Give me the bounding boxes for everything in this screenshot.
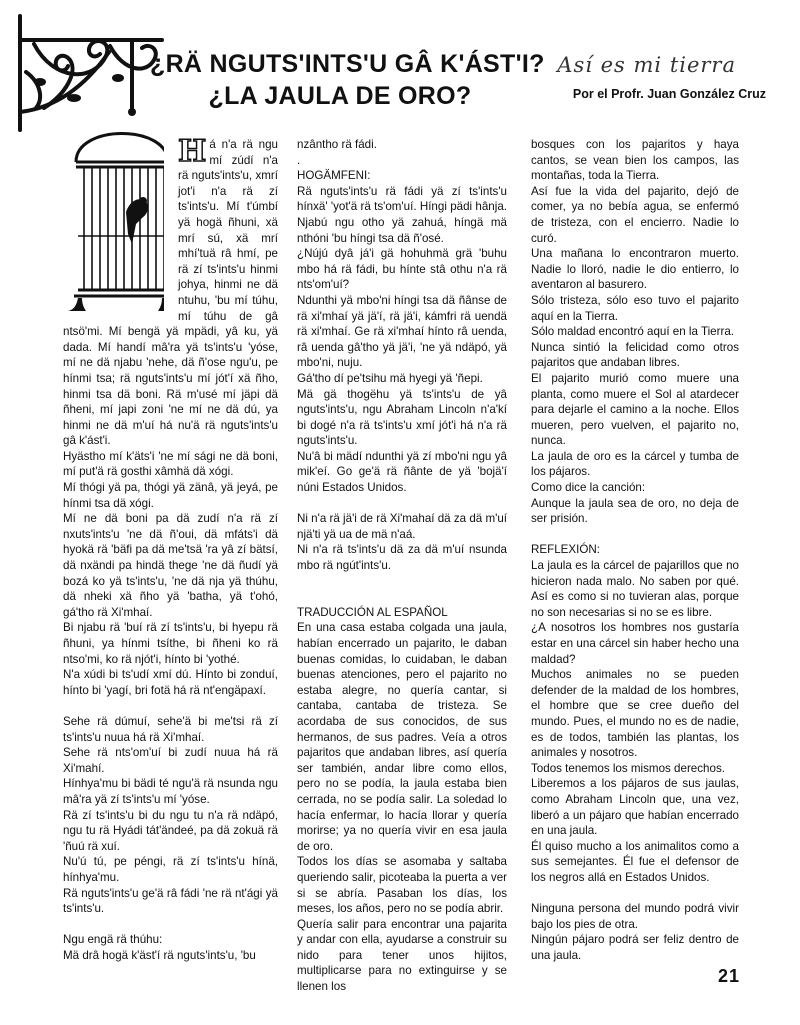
paragraph: Rä zí ts'ints'u bi du ngu tu n'a rä ndäpó, ngu tu rä Hyádi tát'ändeé, pa dä zokuä rä 'ñuú rä xuí. <box>63 808 278 853</box>
paragraph: Aunque la jaula sea de oro, no deja de ser prisión. <box>531 496 739 526</box>
paragraph: Ningún pájaro podrá ser feliz dentro de una jaula. <box>531 933 739 962</box>
paragraph: Mí thógi yä pa, thógi yä zänâ, yä jeyá, pe hínmi tsa dä xógi. <box>63 481 278 510</box>
paragraph: La jaula es la cárcel de pajarillos que no hicieron nada malo. No saben por qué. Así es como si no tuvieran alas, porque no son necesarias si no se es libre. <box>531 559 739 619</box>
paragraph: En una casa estaba colgada una jaula, habían encerrado un pajarito, le daban buenas comidas, lo cuidaban, le daban buenas atenciones, pero el pajarito no estaba alegre, no quería cantar, si cantaba, cantaba de tristeza. Se acordaba de sus conocidos, de sus hermanos, de sus padres. Veía a otros pajaritos que andaban libres, así quería ser también, andar libre como ellos, pero no se podía, la jaula estaba bien cerrada, no se podía salir. La soledad lo hacía enfermar, lo hacía llorar y quería morirse; ya no quería vivir en esa jaula de oro. <box>297 621 507 853</box>
paragraph: Ndunthi yä mbo'ni híngi tsa dä ñânse de rä xi'mhaí yä jä'í, rä jä'i, kámfri rä uendä rä xi'mhaí. Ge rä xi'mhaí hínto râ uenda, râ uenda gâ'tho yä jä'i, 'ne yä ndäpó, yä mbo'ni, nuju. <box>297 293 507 370</box>
paragraph: Hyästho mí k'äts'i 'ne mí sági ne dä boni, mí put'ä rä gosthi xâmhä dä xógi. <box>63 449 278 479</box>
byline: Por el Profr. Juan González Cruz <box>572 87 766 101</box>
paragraph: Todos tenemos los mismos derechos. <box>531 761 725 775</box>
paragraph: Todos los días se asomaba y saltaba queriendo salir, picoteaba la puerta a ver si se abría. Pasaban los días, los meses, los años, pero no se podía abrir. <box>297 855 507 916</box>
drop-cap: H <box>178 134 207 169</box>
paragraph: Sehe rä dúmuí, sehe'ä bi me'tsi rä zí ts'ints'u nuua há rä Xi'mhaí. <box>63 714 278 744</box>
paragraph: Mä gä thogëhu yä ts'ints'u de yâ nguts'ints'u, ngu Abraham Lincoln n'a'kí bi dogé n'a rä ts'ints'u xmí jót'i há n'a rä nguts'ints'u. <box>297 387 507 448</box>
article-title <box>150 48 545 112</box>
section-heading: HOGÄMFENI: <box>297 169 371 183</box>
title-otomi: ¿RÄ NGUTS'INTS'U GÂ K'ÁST'I? <box>150 50 545 78</box>
title-spanish: ¿LA JAULA DE ORO? <box>208 82 472 110</box>
paragraph: . <box>297 153 301 167</box>
paragraph: Una mañana lo encontraron muerto. Nadie lo lloró, nadie le dio entierro, lo aventaron al basurero. <box>531 247 739 292</box>
paragraph: Sólo maldad encontró aquí en la Tierra. <box>531 325 735 339</box>
paragraph: Rä nguts'ints'u ge'ä râ fádi 'ne rä nt'ági yä ts'ints'u. <box>63 886 278 916</box>
paragraph: Mä drâ hogä k'äst'í rä nguts'ints'u, 'bu <box>63 948 256 962</box>
paragraph: Quería salir para encontrar una pajarita y andar con ella, ayudarse a construir su nido para tener unos hijitos, multiplicarse para no extinguirse y se llenen los <box>297 917 507 994</box>
paragraph: Nunca sintió la felicidad como otros pajaritos que andaban libres. <box>531 340 739 370</box>
cage-spacer <box>63 137 178 313</box>
paragraph: Nu'â bi mädí ndunthi yä zí mbo'ni ngu yâ mik'eí. Go ge'ä rä ñânte de yä 'bojä'í núni Estados Unidos. <box>297 449 507 495</box>
paragraph: Muchos animales no se pueden defender de la maldad de los hombres, el hombre que se cree dueño del mundo. Pues, el mundo no es de nadie, es de todos, también las plantas, los animales y nosotros. <box>531 668 739 760</box>
paragraph: Nu'ú tú, pe péngi, rä zí ts'ints'u hínä, hínhya'mu. <box>63 855 278 884</box>
paragraph: Ni n'a rä jä'i de rä Xi'mahaí dä za dä m'uí njä'ti yä ua de mä n'aá. <box>297 512 507 541</box>
paragraph: Como dice la canción: <box>531 481 646 495</box>
paragraph: La jaula de oro es la cárcel y tumba de los pájaros. <box>531 449 739 479</box>
page-number: 21 <box>717 966 740 986</box>
paragraph: Gá'tho dí pe'tsihu mä hyegi yä 'ñepi. <box>297 371 483 385</box>
paragraph: Mí ne dä boni pa dä zudí n'a rä zí nxuts'ints'u 'ne dä ñ'oui, dä mfáts'i dä hyokä rä 'bäfi pa dä me'tsä 'ra yâ zí bätsí, dä nxändi pa hindä thege 'ne dä ñudí yä bozá ko yä ts'ints'u, 'ne dä nja yä thúhu, dä nheki xä ñho yä 'batha, yä t'ohó, gá'tho rä Xi'mhaí. <box>63 512 278 619</box>
paragraph: Ninguna persona del mundo podrá vivir bajo los pies de otra. <box>531 902 739 931</box>
paragraph: Ngu engä rä thúhu: <box>63 933 163 947</box>
paragraph: El pajarito murió como muere una planta, como muere el Sol al atardecer para dejarle el camino a la noche. Ellos mueren, pero vuelven, el pajarito no, nunca. <box>531 371 739 448</box>
paragraph: Sehe rä nts'om'uí bi zudí nuua há rä Xi'mahí. <box>63 746 278 775</box>
paragraph: Así fue la vida del pajarito, dejó de comer, ya no bebía agua, se enfermó de tristeza, con el encierro. Nadie lo curó. <box>531 184 739 245</box>
paragraph: bosques con los pajaritos y haya cantos, se vean bien los campos, las montañas, toda la Tierra. <box>531 138 739 183</box>
paragraph: Hínhya'mu bi bädi té ngu'ä rä nsunda ngu mâ'ra yä zí ts'ints'u mí 'yóse. <box>63 777 278 806</box>
paragraph: ¿Nújú dyâ já'i gä hohuhmä grä 'buhu mbo há rä fádi, bu hínte stâ othu n'a rä nts'om'uí? <box>297 247 507 292</box>
paragraph: Bi njabu rä 'buí rä zí ts'ints'u, bi hyepu rä ñhuni, ya hínmi tsíthe, bi ñheni ko rä ntso'mi, ko rä njót'i, hínto bi 'yothé. <box>63 621 278 666</box>
column-2 <box>297 137 507 995</box>
paragraph: Sólo tristeza, sólo eso tuvo el pajarito aquí en la Tierra. <box>531 293 739 323</box>
section-heading: REFLEXIÓN: <box>531 543 600 557</box>
paragraph: Ni n'a rä ts'ints'u dä za dä m'uí nsunda mbo rä ngút'ints'u. <box>297 543 507 573</box>
paragraph: ¿A nosotros los hombres nos gustaría estar en una cárcel sin haber hecho una maldad? <box>531 621 739 666</box>
paragraph: nzântho rä fádi. <box>297 138 377 151</box>
column-3 <box>531 137 739 963</box>
paragraph: Liberemos a los pájaros de sus jaulas, como Abraham Lincoln que, una vez, liberó a un pájaro que habían encerrado en una jaula. <box>531 777 739 838</box>
section-name: Así es mi tierra <box>557 53 736 77</box>
paragraph: Rä nguts'ints'u rä fádi yä zí ts'ints'u hínxä' 'yot'ä rä ts'om'uí. Híngi pädi hânja. Njabú ngu otho yä zahuá, híngä mä nthóni 'bu híngi tsa dä ñ'osé. <box>297 184 507 245</box>
paragraph: á n'a rä ngu mí zúdí n'a rä nguts'ints'u, xmrí jot'i n'a rä zí ts'ints'u. Mí t'úmbí yä hogä ñhuni, xä mrí sú, xä mrí mhí'tuä râ hmí, pe rä zí ts'ints'u hinmi johya, hinmi ne dä ntuhu, 'bu mí túhu, mí túhu de gâ ntsö'mi. Mí bengä yä mpädi, yâ ku, yä dada. Mí handí mâ'ra yä ts'ints'u 'yóse, mí ne dä njabu 'nehe, dä ñ'ose ngu'u, pe hínmi tsa; rä nguts'ints'u mí jót'í xä ñho, hinmi tsa dä boni. Rä m'usé mí jäpi dä ñheni, mí japi zoni 'ne mí ne dä dú, ya hinmi ne dä m'uí há nu'ä rä nguts'ints'u gâ k'ást'i. <box>63 138 278 448</box>
section-heading: TRADUCCIÓN AL ESPAÑOL <box>297 605 448 619</box>
paragraph: N'a xúdi bi ts'udí xmí dú. Hínto bi zonduí, hínto bi 'yagí, bri fotä há rä nt'engäpaxí. <box>63 668 278 697</box>
paragraph: Él quiso mucho a los animalitos como a sus semejantes. Él fue el defensor de los negros allá en Estados Unidos. <box>531 839 739 884</box>
column-1 <box>63 134 278 963</box>
